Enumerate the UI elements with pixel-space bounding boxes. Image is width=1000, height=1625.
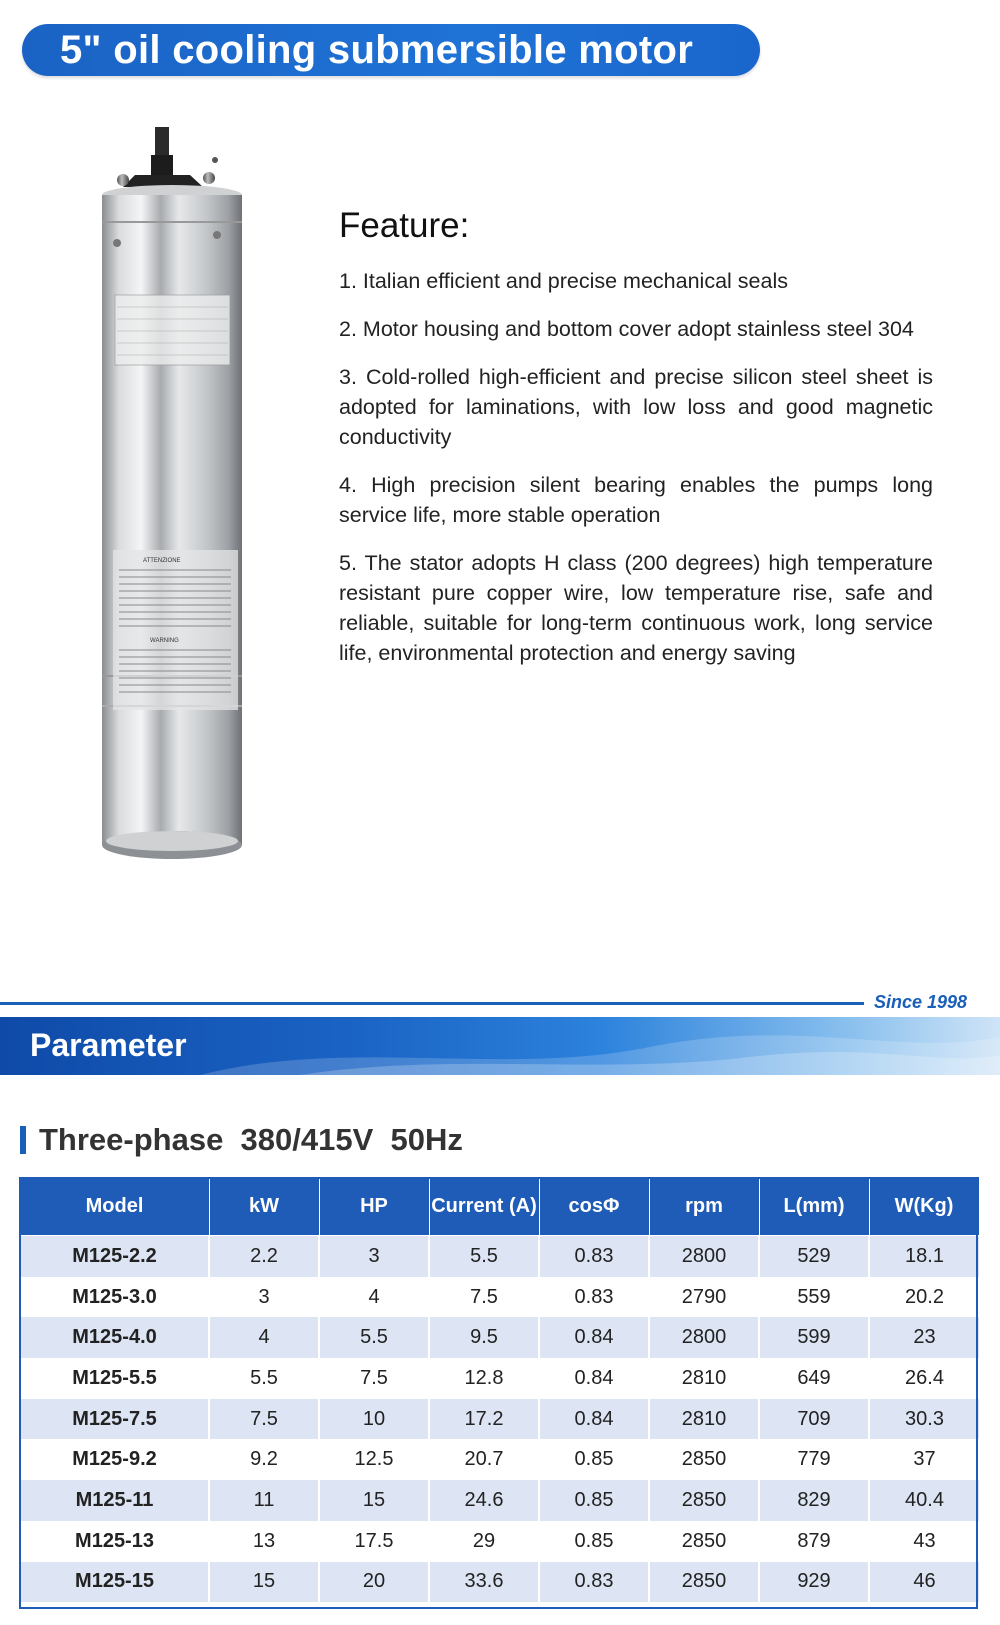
model-cell: M125-4.0: [20, 1317, 209, 1358]
table-cell: 829: [759, 1480, 869, 1521]
feature-item: 1. Italian efficient and precise mechanical seals: [339, 269, 788, 293]
table-row: [20, 1521, 979, 1562]
table-cell: 709: [759, 1399, 869, 1440]
table-cell: 5.5: [319, 1317, 429, 1358]
table-row: [20, 1562, 979, 1603]
table-row: [20, 1358, 979, 1399]
table-cell: 2790: [649, 1277, 759, 1318]
table-cell: 9.5: [429, 1317, 539, 1358]
table-cell: 2.2: [209, 1236, 319, 1277]
table-cell: 2800: [649, 1236, 759, 1277]
table-cell: 12.5: [319, 1439, 429, 1480]
subtitle-accent-bar: [20, 1126, 26, 1154]
page-title: 5" oil cooling submersible motor: [60, 28, 694, 72]
parameter-heading: Parameter: [30, 1027, 187, 1063]
table-cell: 10: [319, 1399, 429, 1440]
parameter-table: [19, 1177, 978, 1602]
table-cell: 2800: [649, 1317, 759, 1358]
table-cell: 7.5: [319, 1358, 429, 1399]
table-cell: 29: [429, 1521, 539, 1562]
table-cell: 599: [759, 1317, 869, 1358]
table-row: [20, 1480, 979, 1521]
table-cell: 3: [209, 1277, 319, 1318]
model-cell: M125-2.2: [20, 1236, 209, 1277]
title-banner: [22, 24, 760, 76]
table-subtitle: Three-phase 380/415V 50Hz: [39, 1122, 463, 1157]
feature-item: 5. The stator adopts H class (200 degrees) high temperature resistant pure copper wire, low temperature rise, safe and reliable, suitable for long-term continuous work, long service life, environmental protection and energy saving: [339, 551, 933, 665]
model-cell: M125-5.5: [20, 1358, 209, 1399]
header-cell: W(Kg): [869, 1177, 979, 1236]
table-cell: 40.4: [869, 1480, 979, 1521]
table-cell: 4: [209, 1317, 319, 1358]
header-cell: L(mm): [759, 1177, 869, 1236]
model-cell: M125-7.5: [20, 1399, 209, 1440]
table-cell: 2850: [649, 1480, 759, 1521]
table-cell: 43: [869, 1521, 979, 1562]
table-cell: 0.83: [539, 1562, 649, 1603]
table-cell: 20.2: [869, 1277, 979, 1318]
table-cell: 15: [319, 1480, 429, 1521]
table-cell: 18.1: [869, 1236, 979, 1277]
table-cell: 46: [869, 1562, 979, 1603]
model-cell: M125-15: [20, 1562, 209, 1603]
table-cell: 23: [869, 1317, 979, 1358]
feature-list: [339, 266, 933, 686]
table-cell: 5.5: [429, 1236, 539, 1277]
table-cell: 9.2: [209, 1439, 319, 1480]
table-cell: 3: [319, 1236, 429, 1277]
table-cell: 2810: [649, 1358, 759, 1399]
table-row: [20, 1439, 979, 1480]
table-cell: 20: [319, 1562, 429, 1603]
table-cell: 33.6: [429, 1562, 539, 1603]
attention-label: ATTENZIONE: [143, 558, 181, 564]
table-cell: 5.5: [209, 1358, 319, 1399]
table-cell: 2850: [649, 1439, 759, 1480]
warning-label: WARNING: [150, 638, 179, 644]
table-cell: 649: [759, 1358, 869, 1399]
table-cell: 26.4: [869, 1358, 979, 1399]
table-cell: 12.8: [429, 1358, 539, 1399]
table-row: [20, 1399, 979, 1440]
since-label: Since 1998: [874, 992, 968, 1012]
table-cell: 0.83: [539, 1277, 649, 1318]
table-row: [20, 1236, 979, 1277]
table-cell: 4: [319, 1277, 429, 1318]
table-cell: 37: [869, 1439, 979, 1480]
header-cell: Model: [20, 1177, 209, 1236]
table-cell: 13: [209, 1521, 319, 1562]
table-cell: 0.84: [539, 1399, 649, 1440]
table-cell: 0.84: [539, 1358, 649, 1399]
table-cell: 2810: [649, 1399, 759, 1440]
table-cell: 2850: [649, 1521, 759, 1562]
table-cell: 11: [209, 1480, 319, 1521]
table-cell: 879: [759, 1521, 869, 1562]
table-cell: 30.3: [869, 1399, 979, 1440]
table-cell: 7.5: [429, 1277, 539, 1318]
table-cell: 779: [759, 1439, 869, 1480]
parameter-banner: [0, 1017, 1000, 1075]
table-cell: 0.85: [539, 1439, 649, 1480]
header-cell: kW: [209, 1177, 319, 1236]
table-cell: 17.2: [429, 1399, 539, 1440]
table-cell: 0.85: [539, 1521, 649, 1562]
header-cell: rpm: [649, 1177, 759, 1236]
table-cell: 0.83: [539, 1236, 649, 1277]
table-cell: 929: [759, 1562, 869, 1603]
divider-line: [0, 1002, 864, 1005]
model-cell: M125-11: [20, 1480, 209, 1521]
feature-item: 2. Motor housing and bottom cover adopt stainless steel 304: [339, 317, 914, 341]
feature-item: 4. High precision silent bearing enables the pumps long service life, more stable operation: [339, 473, 933, 527]
model-cell: M125-13: [20, 1521, 209, 1562]
feature-item: 3. Cold-rolled high-efficient and precise silicon steel sheet is adopted for laminations, with low loss and good magnetic conductivity: [339, 365, 933, 449]
table-header-row: [20, 1177, 979, 1236]
table-row: [20, 1277, 979, 1318]
table-cell: 17.5: [319, 1521, 429, 1562]
motor-image: [95, 125, 255, 885]
table-cell: 0.84: [539, 1317, 649, 1358]
table-cell: 7.5: [209, 1399, 319, 1440]
model-cell: M125-3.0: [20, 1277, 209, 1318]
feature-title: Feature:: [339, 206, 470, 245]
header-cell: HP: [319, 1177, 429, 1236]
table-cell: 15: [209, 1562, 319, 1603]
table-cell: 2850: [649, 1562, 759, 1603]
table-cell: 529: [759, 1236, 869, 1277]
table-cell: 24.6: [429, 1480, 539, 1521]
table-row: [20, 1317, 979, 1358]
header-cell: Current (A): [429, 1177, 539, 1236]
table-cell: 0.85: [539, 1480, 649, 1521]
table-cell: 559: [759, 1277, 869, 1318]
header-cell: cosΦ: [539, 1177, 649, 1236]
table-cell: 20.7: [429, 1439, 539, 1480]
model-cell: M125-9.2: [20, 1439, 209, 1480]
banner-wave-decoration: [200, 1017, 1000, 1075]
